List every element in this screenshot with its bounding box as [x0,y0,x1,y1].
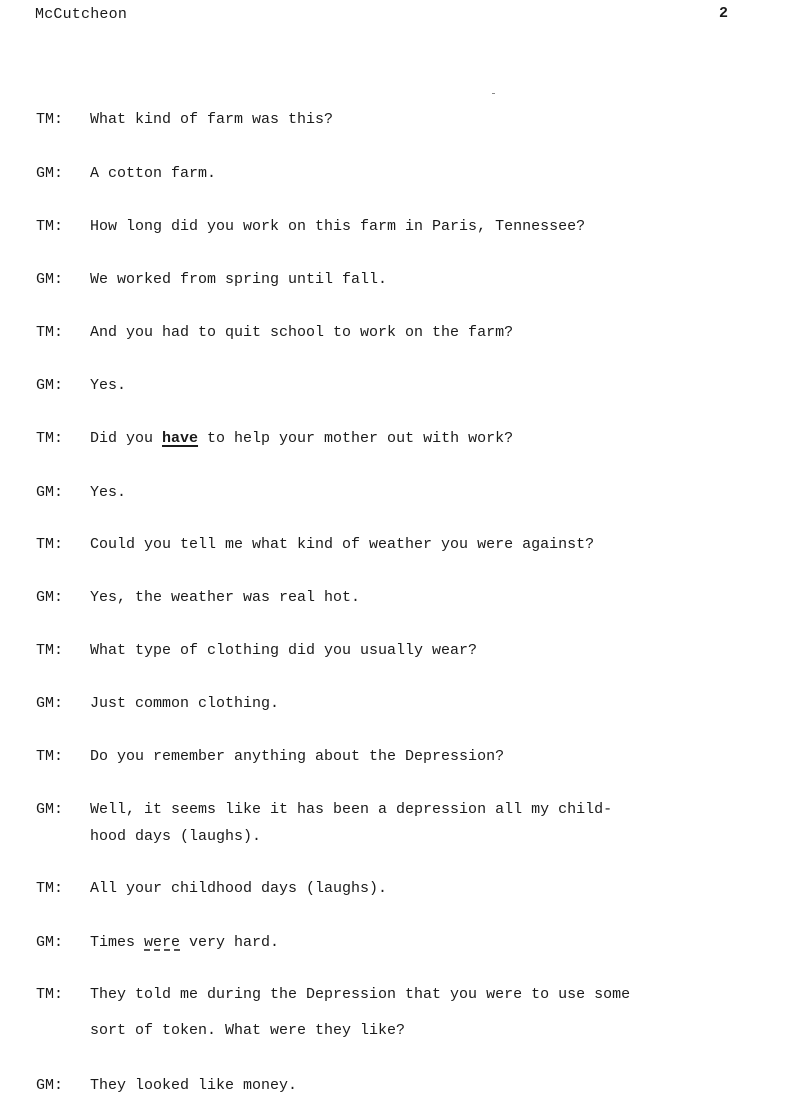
utterance-text: Well, it seems like it has been a depression all my child- [90,801,613,818]
speaker-label: TM: [36,111,64,128]
transcript-line [36,929,279,957]
speaker-label: GM: [36,377,64,394]
emphasized-word: have [162,430,199,447]
transcript-line [36,743,504,771]
speaker-label: GM: [36,1077,64,1094]
transcript-line [36,160,216,188]
speaker-label: GM: [36,271,64,288]
transcript-line [36,981,630,1009]
utterance-text: And you had to quit school to work on the farm? [90,324,514,341]
speaker-label: TM: [36,748,64,765]
utterance-text-after: very hard. [180,934,280,951]
page-number: 2 [719,5,729,22]
speaker-label: TM: [36,536,64,553]
utterance-text-after: to help your mother out with work? [198,430,514,447]
transcript-line [36,875,387,903]
utterance-text: Yes. [90,377,127,394]
transcript-line [36,213,585,241]
speaker-label: GM: [36,484,64,501]
utterance-text: Do you remember anything about the Depression? [90,748,505,765]
utterance-text: Yes, the weather was real hot. [90,589,361,606]
speaker-label: TM: [36,986,64,1003]
transcript-line [36,425,513,453]
speaker-label: GM: [36,801,64,818]
utterance-text: Could you tell me what kind of weather you were against? [90,536,595,553]
utterance-text: What type of clothing did you usually wear? [90,642,478,659]
utterance-text: They looked like money. [90,1077,298,1094]
transcript-line [36,479,126,507]
speaker-label: TM: [36,218,64,235]
utterance-continuation: sort of token. What were they like? [90,1022,406,1039]
utterance-text: A cotton farm. [90,165,217,182]
utterance-text: They told me during the Depression that you were to use some [90,986,631,1003]
utterance-text: How long did you work on this farm in Paris, Tennessee? [90,218,586,235]
speaker-label: TM: [36,324,64,341]
utterance-text: We worked from spring until fall. [90,271,388,288]
speaker-label: GM: [36,589,64,606]
utterance-text-before: Did you [90,430,163,447]
emphasized-word: were [144,934,181,951]
utterance-text: All your childhood days (laughs). [90,880,388,897]
transcript-line [36,1072,297,1100]
transcript-line [36,690,279,718]
header-interviewee-name: McCutcheon [35,6,128,23]
transcript-line [36,637,477,665]
transcript-line [36,266,387,294]
speaker-label: TM: [36,430,64,447]
utterance-continuation: hood days (laughs). [90,828,262,845]
transcript-line [36,106,333,134]
speaker-label: GM: [36,695,64,712]
speaker-label: TM: [36,880,64,897]
speaker-label: GM: [36,165,64,182]
transcript-line [36,372,126,400]
utterance-text: Yes. [90,484,127,501]
transcript-line [36,531,594,559]
utterance-text-before: Times [90,934,145,951]
transcript-line [36,796,612,824]
utterance-text: What kind of farm was this? [90,111,334,128]
transcript-line [36,584,360,612]
utterance-text: Just common clothing. [90,695,280,712]
speaker-label: GM: [36,934,64,951]
speaker-label: TM: [36,642,64,659]
scan-speck [492,93,495,94]
transcript-line [36,319,513,347]
